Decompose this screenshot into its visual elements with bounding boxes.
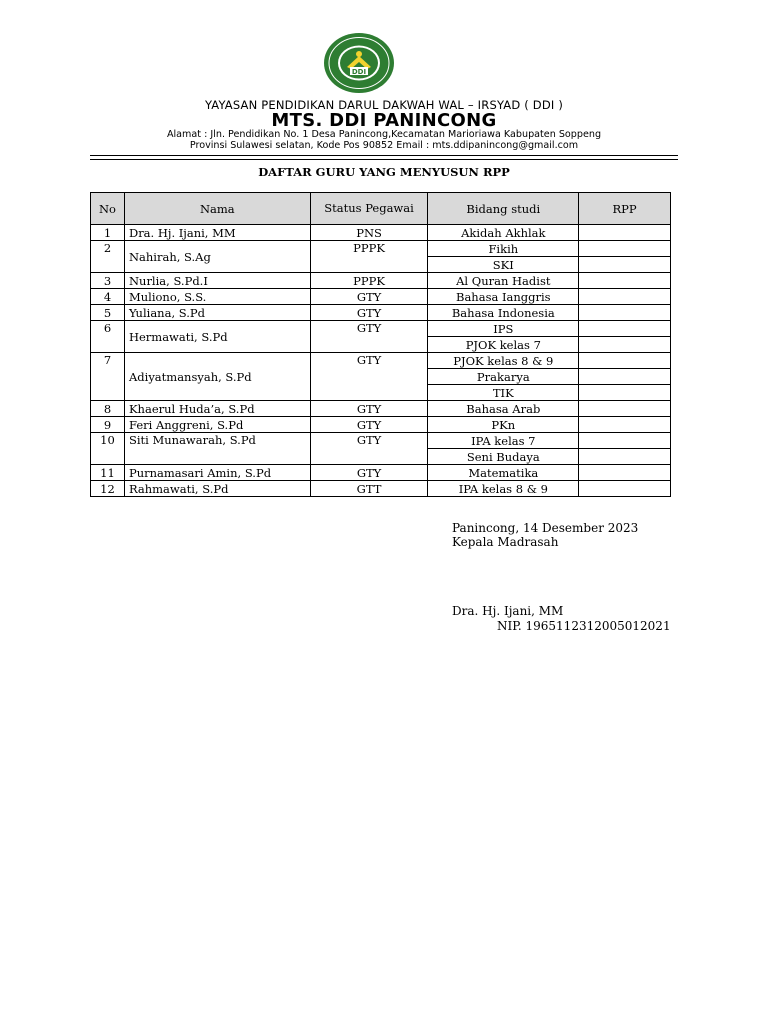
row-no: 5 <box>91 305 125 321</box>
row-no: 6 <box>91 321 125 353</box>
row-rpp <box>579 465 671 481</box>
row-nama: Adiyatmansyah, S.Pd <box>124 353 310 401</box>
document-title: DAFTAR GURU YANG MENYUSUN RPP <box>258 165 510 179</box>
row-status: GTY <box>310 465 428 481</box>
row-bidang: SKI <box>428 257 579 273</box>
row-bidang: IPS <box>428 321 579 337</box>
row-rpp <box>579 449 671 465</box>
row-nama: Purnamasari Amin, S.Pd <box>124 465 310 481</box>
row-rpp <box>579 241 671 257</box>
row-status: PNS <box>310 225 428 241</box>
signature-name: Dra. Hj. Ijani, MM <box>452 604 564 618</box>
row-status: GTY <box>310 353 428 401</box>
row-bidang: Fikih <box>428 241 579 257</box>
row-bidang: Bahasa Ianggris <box>428 289 579 305</box>
row-rpp <box>579 385 671 401</box>
row-no: 11 <box>91 465 125 481</box>
row-bidang: Al Quran Hadist <box>428 273 579 289</box>
school-name: MTS. DDI PANINCONG <box>271 110 497 131</box>
row-rpp <box>579 481 671 497</box>
row-bidang: IPA kelas 8 & 9 <box>428 481 579 497</box>
table-row <box>91 225 671 241</box>
table-row <box>91 305 671 321</box>
row-no: 4 <box>91 289 125 305</box>
row-no: 12 <box>91 481 125 497</box>
row-status: GTY <box>310 401 428 417</box>
row-rpp <box>579 369 671 385</box>
row-status: GTY <box>310 289 428 305</box>
table-row <box>91 289 671 305</box>
row-nama: Nurlia, S.Pd.I <box>124 273 310 289</box>
header-nama: Nama <box>124 193 310 225</box>
signature-place-date: Panincong, 14 Desember 2023 <box>452 521 639 535</box>
address-line-2: Provinsi Sulawesi selatan, Kode Pos 90852 Email : mts.ddipanincong@gmail.com <box>189 140 579 151</box>
row-no: 8 <box>91 401 125 417</box>
table-row <box>91 241 671 257</box>
header-rpp: RPP <box>579 193 671 225</box>
row-rpp <box>579 257 671 273</box>
row-no: 2 <box>91 241 125 273</box>
row-nama: Siti Munawarah, S.Pd <box>124 433 310 465</box>
row-status: GTY <box>310 321 428 353</box>
row-bidang: Matematika <box>428 465 579 481</box>
row-rpp <box>579 289 671 305</box>
header-status: Status Pegawai <box>310 193 428 225</box>
row-rpp <box>579 401 671 417</box>
teacher-table <box>90 192 671 497</box>
row-rpp <box>579 225 671 241</box>
row-nama: Khaerul Huda’a, S.Pd <box>124 401 310 417</box>
row-rpp <box>579 417 671 433</box>
logo-center-text: DDI <box>351 68 367 76</box>
header-no: No <box>91 193 125 225</box>
header-rule-thick <box>90 155 678 156</box>
table-row <box>91 433 671 449</box>
row-nama: Yuliana, S.Pd <box>124 305 310 321</box>
row-bidang: PJOK kelas 7 <box>428 337 579 353</box>
row-bidang: Seni Budaya <box>428 449 579 465</box>
row-status: PPPK <box>310 273 428 289</box>
row-status: GTY <box>310 305 428 321</box>
table-row <box>91 321 671 337</box>
row-nama: Nahirah, S.Ag <box>124 241 310 273</box>
address-line-1: Alamat : Jln. Pendidikan No. 1 Desa Panincong,Kecamatan Marioriawa Kabupaten Soppeng <box>166 129 602 140</box>
table-row <box>91 481 671 497</box>
row-no: 9 <box>91 417 125 433</box>
row-rpp <box>579 433 671 449</box>
row-rpp <box>579 273 671 289</box>
table-row <box>91 465 671 481</box>
row-no: 3 <box>91 273 125 289</box>
signature-nip: NIP. 196511231200501202​1 <box>497 619 671 633</box>
row-bidang: TIK <box>428 385 579 401</box>
row-bidang: Bahasa Indonesia <box>428 305 579 321</box>
row-bidang: IPA kelas 7 <box>428 433 579 449</box>
row-nama: Dra. Hj. Ijani, MM <box>124 225 310 241</box>
row-nama: Hermawati, S.Pd <box>124 321 310 353</box>
row-rpp <box>579 321 671 337</box>
row-nama: Feri Anggreni, S.Pd <box>124 417 310 433</box>
row-no: 7 <box>91 353 125 401</box>
foundation-name: YAYASAN PENDIDIKAN DARUL DAKWAH WAL – IRSYAD ( DDI ) <box>204 98 564 112</box>
header-bidang: Bidang studi <box>428 193 579 225</box>
row-bidang: Akidah Akhlak <box>428 225 579 241</box>
row-rpp <box>579 305 671 321</box>
row-rpp <box>579 353 671 369</box>
row-rpp <box>579 337 671 353</box>
table-header-row <box>91 193 671 225</box>
signature-role: Kepala Madrasah <box>452 535 559 549</box>
table-row <box>91 401 671 417</box>
table-row <box>91 273 671 289</box>
row-bidang: Prakarya <box>428 369 579 385</box>
row-bidang: PKn <box>428 417 579 433</box>
row-no: 1 <box>91 225 125 241</box>
row-status: GTY <box>310 433 428 465</box>
row-nama: Rahmawati, S.Pd <box>124 481 310 497</box>
row-status: PPPK <box>310 241 428 273</box>
row-bidang: PJOK kelas 8 & 9 <box>428 353 579 369</box>
table-row <box>91 353 671 369</box>
row-nama: Muliono, S.S. <box>124 289 310 305</box>
row-status: GTT <box>310 481 428 497</box>
row-status: GTY <box>310 417 428 433</box>
row-bidang: Bahasa Arab <box>428 401 579 417</box>
row-no: 10 <box>91 433 125 465</box>
school-logo <box>323 32 395 94</box>
header-rule-thin <box>90 159 678 160</box>
table-row <box>91 417 671 433</box>
